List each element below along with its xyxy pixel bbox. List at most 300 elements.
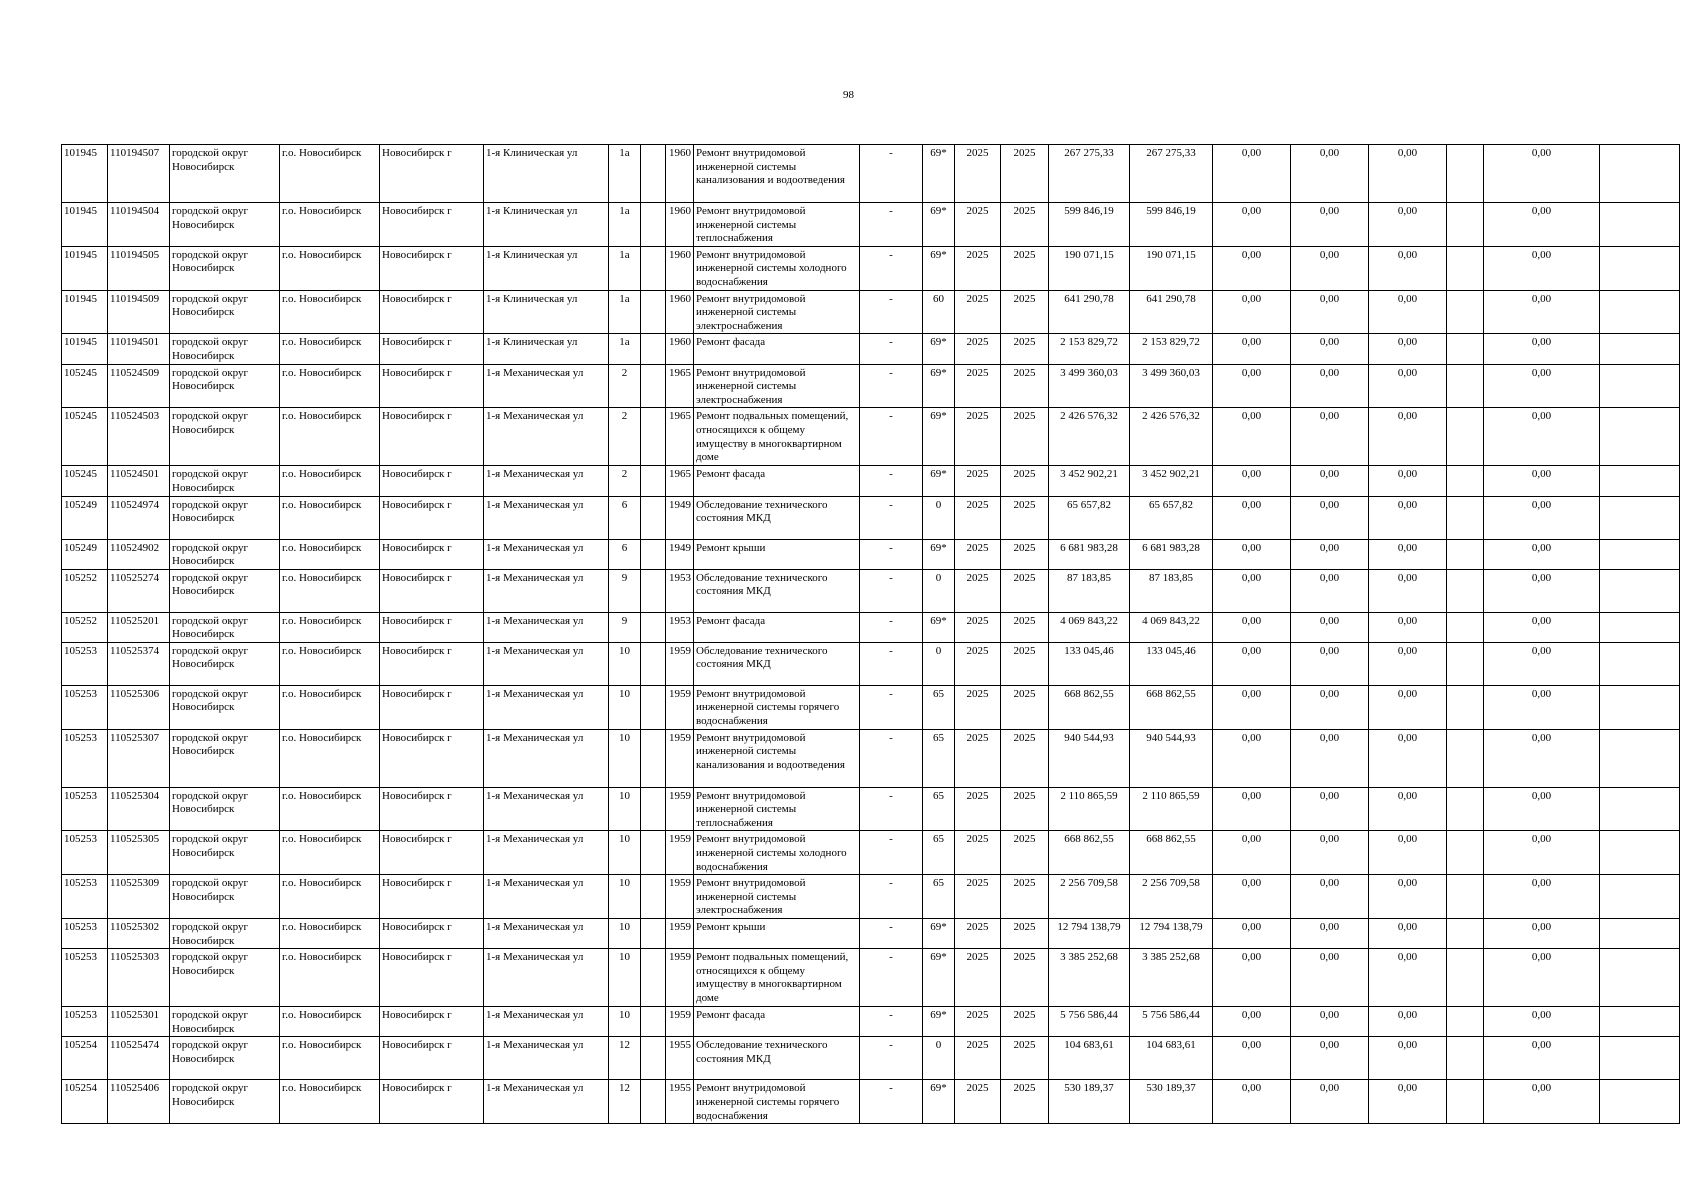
building-cell <box>641 612 666 642</box>
fund-federal-cell: 0,00 <box>1213 569 1291 612</box>
plan-year-start-cell: 2025 <box>955 290 1001 334</box>
plan-year-end-cell: 2025 <box>1001 875 1049 919</box>
cost-owners-cell: 2 110 865,59 <box>1130 787 1213 831</box>
house-id-cell: 101945 <box>62 290 108 334</box>
building-cell <box>641 496 666 539</box>
year-built-cell: 1959 <box>666 831 694 875</box>
work-type-cell: Ремонт внутридомовой инженерной системы холодного водоснабжения <box>694 831 860 875</box>
note-cell <box>1600 642 1680 685</box>
building-cell <box>641 685 666 729</box>
fund-regional-cell: 0,00 <box>1291 831 1369 875</box>
dash-cell: - <box>860 875 923 919</box>
cost-total-cell: 668 862,55 <box>1049 685 1130 729</box>
cost-total-cell: 104 683,61 <box>1049 1037 1130 1080</box>
house-id-cell: 105249 <box>62 496 108 539</box>
wear-percent-cell: 65 <box>923 875 955 919</box>
fund-other-cell: 0,00 <box>1484 612 1600 642</box>
work-id-cell: 110525406 <box>108 1080 170 1124</box>
plan-year-start-cell: 2025 <box>955 1080 1001 1124</box>
note-cell <box>1600 408 1680 466</box>
year-built-cell: 1960 <box>666 145 694 203</box>
work-id-cell: 110525374 <box>108 642 170 685</box>
municipality-cell: городской округ Новосибирск <box>170 787 280 831</box>
cost-owners-cell: 599 846,19 <box>1130 203 1213 247</box>
work-type-cell: Обследование технического состояния МКД <box>694 642 860 685</box>
fund-federal-cell: 0,00 <box>1213 685 1291 729</box>
fund-federal-cell: 0,00 <box>1213 496 1291 539</box>
fund-local-cell: 0,00 <box>1369 642 1447 685</box>
street-cell: 1-я Клиническая ул <box>484 203 609 247</box>
year-built-cell: 1959 <box>666 729 694 787</box>
plan-year-start-cell: 2025 <box>955 334 1001 364</box>
wear-percent-cell: 65 <box>923 685 955 729</box>
building-cell <box>641 787 666 831</box>
fund-federal-cell: 0,00 <box>1213 408 1291 466</box>
plan-year-start-cell: 2025 <box>955 729 1001 787</box>
work-id-cell: 110194505 <box>108 246 170 290</box>
cost-owners-cell: 133 045,46 <box>1130 642 1213 685</box>
dash-cell: - <box>860 334 923 364</box>
work-type-cell: Ремонт фасада <box>694 612 860 642</box>
fund-other-cell: 0,00 <box>1484 466 1600 496</box>
work-type-cell: Ремонт фасада <box>694 334 860 364</box>
dash-cell: - <box>860 290 923 334</box>
plan-year-end-cell: 2025 <box>1001 203 1049 247</box>
street-cell: 1-я Механическая ул <box>484 1037 609 1080</box>
fund-other-cell: 0,00 <box>1484 408 1600 466</box>
locality-cell: Новосибирск г <box>380 145 484 203</box>
table-row <box>62 496 1680 539</box>
cost-total-cell: 5 756 586,44 <box>1049 1007 1130 1037</box>
cost-owners-cell: 267 275,33 <box>1130 145 1213 203</box>
settlement-cell: г.о. Новосибирск <box>280 1037 380 1080</box>
municipality-cell: городской округ Новосибирск <box>170 145 280 203</box>
empty-cell <box>1447 685 1484 729</box>
work-type-cell: Обследование технического состояния МКД <box>694 1037 860 1080</box>
fund-federal-cell: 0,00 <box>1213 1007 1291 1037</box>
house-number-cell: 1а <box>609 290 641 334</box>
cost-total-cell: 2 153 829,72 <box>1049 334 1130 364</box>
empty-cell <box>1447 729 1484 787</box>
locality-cell: Новосибирск г <box>380 539 484 569</box>
empty-cell <box>1447 246 1484 290</box>
plan-year-end-cell: 2025 <box>1001 145 1049 203</box>
work-type-cell: Ремонт фасада <box>694 466 860 496</box>
fund-local-cell: 0,00 <box>1369 334 1447 364</box>
work-id-cell: 110194509 <box>108 290 170 334</box>
dash-cell: - <box>860 1037 923 1080</box>
plan-year-start-cell: 2025 <box>955 1037 1001 1080</box>
work-type-cell: Ремонт внутридомовой инженерной системы канализования и водоотведения <box>694 729 860 787</box>
settlement-cell: г.о. Новосибирск <box>280 539 380 569</box>
plan-year-end-cell: 2025 <box>1001 496 1049 539</box>
year-built-cell: 1960 <box>666 246 694 290</box>
plan-year-start-cell: 2025 <box>955 685 1001 729</box>
work-type-cell: Ремонт крыши <box>694 919 860 949</box>
wear-percent-cell: 69* <box>923 539 955 569</box>
house-number-cell: 2 <box>609 408 641 466</box>
street-cell: 1-я Механическая ул <box>484 466 609 496</box>
cost-total-cell: 4 069 843,22 <box>1049 612 1130 642</box>
wear-percent-cell: 0 <box>923 642 955 685</box>
fund-federal-cell: 0,00 <box>1213 539 1291 569</box>
dash-cell: - <box>860 919 923 949</box>
wear-percent-cell: 69* <box>923 949 955 1007</box>
fund-other-cell: 0,00 <box>1484 496 1600 539</box>
cost-total-cell: 2 256 709,58 <box>1049 875 1130 919</box>
house-number-cell: 6 <box>609 496 641 539</box>
settlement-cell: г.о. Новосибирск <box>280 246 380 290</box>
fund-other-cell: 0,00 <box>1484 831 1600 875</box>
cost-owners-cell: 2 426 576,32 <box>1130 408 1213 466</box>
work-id-cell: 110524974 <box>108 496 170 539</box>
table-row <box>62 949 1680 1007</box>
wear-percent-cell: 69* <box>923 612 955 642</box>
note-cell <box>1600 569 1680 612</box>
municipality-cell: городской округ Новосибирск <box>170 1037 280 1080</box>
building-cell <box>641 466 666 496</box>
house-number-cell: 2 <box>609 466 641 496</box>
plan-year-end-cell: 2025 <box>1001 246 1049 290</box>
dash-cell: - <box>860 145 923 203</box>
year-built-cell: 1955 <box>666 1080 694 1124</box>
note-cell <box>1600 246 1680 290</box>
work-id-cell: 110525302 <box>108 919 170 949</box>
street-cell: 1-я Механическая ул <box>484 919 609 949</box>
fund-federal-cell: 0,00 <box>1213 145 1291 203</box>
settlement-cell: г.о. Новосибирск <box>280 875 380 919</box>
house-number-cell: 2 <box>609 364 641 408</box>
municipality-cell: городской округ Новосибирск <box>170 246 280 290</box>
house-number-cell: 10 <box>609 949 641 1007</box>
fund-federal-cell: 0,00 <box>1213 919 1291 949</box>
settlement-cell: г.о. Новосибирск <box>280 831 380 875</box>
building-cell <box>641 569 666 612</box>
empty-cell <box>1447 569 1484 612</box>
year-built-cell: 1959 <box>666 1007 694 1037</box>
fund-local-cell: 0,00 <box>1369 408 1447 466</box>
work-type-cell: Ремонт крыши <box>694 539 860 569</box>
capital-repair-table <box>61 144 1680 1124</box>
street-cell: 1-я Клиническая ул <box>484 246 609 290</box>
fund-local-cell: 0,00 <box>1369 246 1447 290</box>
note-cell <box>1600 919 1680 949</box>
year-built-cell: 1959 <box>666 875 694 919</box>
street-cell: 1-я Механическая ул <box>484 875 609 919</box>
street-cell: 1-я Механическая ул <box>484 539 609 569</box>
table-row <box>62 685 1680 729</box>
table-row <box>62 145 1680 203</box>
house-number-cell: 9 <box>609 612 641 642</box>
work-id-cell: 110194504 <box>108 203 170 247</box>
work-type-cell: Ремонт внутридомовой инженерной системы горячего водоснабжения <box>694 685 860 729</box>
empty-cell <box>1447 466 1484 496</box>
empty-cell <box>1447 831 1484 875</box>
table-row <box>62 875 1680 919</box>
building-cell <box>641 729 666 787</box>
street-cell: 1-я Механическая ул <box>484 1007 609 1037</box>
wear-percent-cell: 65 <box>923 787 955 831</box>
work-id-cell: 110525306 <box>108 685 170 729</box>
dash-cell: - <box>860 246 923 290</box>
table-row <box>62 466 1680 496</box>
house-id-cell: 101945 <box>62 246 108 290</box>
empty-cell <box>1447 612 1484 642</box>
fund-local-cell: 0,00 <box>1369 290 1447 334</box>
street-cell: 1-я Механическая ул <box>484 642 609 685</box>
plan-year-start-cell: 2025 <box>955 466 1001 496</box>
note-cell <box>1600 539 1680 569</box>
fund-local-cell: 0,00 <box>1369 875 1447 919</box>
cost-owners-cell: 668 862,55 <box>1130 831 1213 875</box>
note-cell <box>1600 203 1680 247</box>
building-cell <box>641 831 666 875</box>
plan-year-end-cell: 2025 <box>1001 569 1049 612</box>
fund-other-cell: 0,00 <box>1484 203 1600 247</box>
wear-percent-cell: 69* <box>923 1007 955 1037</box>
dash-cell: - <box>860 729 923 787</box>
street-cell: 1-я Механическая ул <box>484 949 609 1007</box>
cost-owners-cell: 12 794 138,79 <box>1130 919 1213 949</box>
wear-percent-cell: 69* <box>923 1080 955 1124</box>
fund-local-cell: 0,00 <box>1369 919 1447 949</box>
cost-total-cell: 3 385 252,68 <box>1049 949 1130 1007</box>
cost-owners-cell: 104 683,61 <box>1130 1037 1213 1080</box>
fund-federal-cell: 0,00 <box>1213 787 1291 831</box>
plan-year-end-cell: 2025 <box>1001 290 1049 334</box>
municipality-cell: городской округ Новосибирск <box>170 685 280 729</box>
plan-year-end-cell: 2025 <box>1001 919 1049 949</box>
fund-local-cell: 0,00 <box>1369 496 1447 539</box>
work-type-cell: Обследование технического состояния МКД <box>694 496 860 539</box>
house-id-cell: 105253 <box>62 949 108 1007</box>
house-id-cell: 105253 <box>62 787 108 831</box>
house-number-cell: 9 <box>609 569 641 612</box>
year-built-cell: 1955 <box>666 1037 694 1080</box>
municipality-cell: городской округ Новосибирск <box>170 466 280 496</box>
dash-cell: - <box>860 685 923 729</box>
fund-other-cell: 0,00 <box>1484 364 1600 408</box>
wear-percent-cell: 69* <box>923 919 955 949</box>
work-id-cell: 110194501 <box>108 334 170 364</box>
work-type-cell: Ремонт внутридомовой инженерной системы электроснабжения <box>694 364 860 408</box>
note-cell <box>1600 831 1680 875</box>
plan-year-start-cell: 2025 <box>955 875 1001 919</box>
wear-percent-cell: 69* <box>923 145 955 203</box>
fund-federal-cell: 0,00 <box>1213 466 1291 496</box>
note-cell <box>1600 1007 1680 1037</box>
fund-local-cell: 0,00 <box>1369 569 1447 612</box>
settlement-cell: г.о. Новосибирск <box>280 787 380 831</box>
table-row <box>62 203 1680 247</box>
cost-total-cell: 12 794 138,79 <box>1049 919 1130 949</box>
plan-year-end-cell: 2025 <box>1001 685 1049 729</box>
street-cell: 1-я Механическая ул <box>484 729 609 787</box>
municipality-cell: городской округ Новосибирск <box>170 203 280 247</box>
fund-federal-cell: 0,00 <box>1213 364 1291 408</box>
fund-regional-cell: 0,00 <box>1291 539 1369 569</box>
empty-cell <box>1447 1007 1484 1037</box>
cost-total-cell: 940 544,93 <box>1049 729 1130 787</box>
cost-owners-cell: 2 256 709,58 <box>1130 875 1213 919</box>
locality-cell: Новосибирск г <box>380 1007 484 1037</box>
wear-percent-cell: 60 <box>923 290 955 334</box>
building-cell <box>641 642 666 685</box>
fund-other-cell: 0,00 <box>1484 569 1600 612</box>
cost-total-cell: 267 275,33 <box>1049 145 1130 203</box>
building-cell <box>641 539 666 569</box>
house-number-cell: 10 <box>609 1007 641 1037</box>
street-cell: 1-я Механическая ул <box>484 612 609 642</box>
table-row <box>62 612 1680 642</box>
table-row <box>62 1007 1680 1037</box>
empty-cell <box>1447 1080 1484 1124</box>
house-id-cell: 101945 <box>62 145 108 203</box>
plan-year-end-cell: 2025 <box>1001 466 1049 496</box>
settlement-cell: г.о. Новосибирск <box>280 466 380 496</box>
plan-year-start-cell: 2025 <box>955 787 1001 831</box>
year-built-cell: 1959 <box>666 949 694 1007</box>
fund-local-cell: 0,00 <box>1369 1007 1447 1037</box>
work-id-cell: 110194507 <box>108 145 170 203</box>
plan-year-start-cell: 2025 <box>955 203 1001 247</box>
municipality-cell: городской округ Новосибирск <box>170 831 280 875</box>
municipality-cell: городской округ Новосибирск <box>170 1007 280 1037</box>
street-cell: 1-я Клиническая ул <box>484 290 609 334</box>
cost-total-cell: 599 846,19 <box>1049 203 1130 247</box>
work-id-cell: 110524503 <box>108 408 170 466</box>
street-cell: 1-я Клиническая ул <box>484 334 609 364</box>
locality-cell: Новосибирск г <box>380 949 484 1007</box>
municipality-cell: городской округ Новосибирск <box>170 949 280 1007</box>
note-cell <box>1600 729 1680 787</box>
year-built-cell: 1960 <box>666 203 694 247</box>
table-row <box>62 290 1680 334</box>
dash-cell: - <box>860 612 923 642</box>
house-id-cell: 105245 <box>62 364 108 408</box>
note-cell <box>1600 334 1680 364</box>
note-cell <box>1600 685 1680 729</box>
fund-regional-cell: 0,00 <box>1291 408 1369 466</box>
locality-cell: Новосибирск г <box>380 334 484 364</box>
fund-local-cell: 0,00 <box>1369 949 1447 1007</box>
plan-year-end-cell: 2025 <box>1001 364 1049 408</box>
settlement-cell: г.о. Новосибирск <box>280 145 380 203</box>
fund-regional-cell: 0,00 <box>1291 949 1369 1007</box>
fund-regional-cell: 0,00 <box>1291 569 1369 612</box>
fund-regional-cell: 0,00 <box>1291 466 1369 496</box>
settlement-cell: г.о. Новосибирск <box>280 1080 380 1124</box>
dash-cell: - <box>860 1007 923 1037</box>
house-number-cell: 12 <box>609 1037 641 1080</box>
municipality-cell: городской округ Новосибирск <box>170 919 280 949</box>
fund-federal-cell: 0,00 <box>1213 203 1291 247</box>
plan-year-start-cell: 2025 <box>955 831 1001 875</box>
cost-total-cell: 3 452 902,21 <box>1049 466 1130 496</box>
fund-federal-cell: 0,00 <box>1213 875 1291 919</box>
cost-owners-cell: 190 071,15 <box>1130 246 1213 290</box>
empty-cell <box>1447 408 1484 466</box>
plan-year-end-cell: 2025 <box>1001 642 1049 685</box>
table-body <box>62 145 1680 1124</box>
fund-regional-cell: 0,00 <box>1291 203 1369 247</box>
empty-cell <box>1447 334 1484 364</box>
cost-owners-cell: 668 862,55 <box>1130 685 1213 729</box>
fund-local-cell: 0,00 <box>1369 729 1447 787</box>
municipality-cell: городской округ Новосибирск <box>170 642 280 685</box>
empty-cell <box>1447 290 1484 334</box>
work-type-cell: Обследование технического состояния МКД <box>694 569 860 612</box>
work-id-cell: 110525301 <box>108 1007 170 1037</box>
plan-year-end-cell: 2025 <box>1001 539 1049 569</box>
fund-regional-cell: 0,00 <box>1291 729 1369 787</box>
fund-other-cell: 0,00 <box>1484 1007 1600 1037</box>
year-built-cell: 1959 <box>666 685 694 729</box>
fund-regional-cell: 0,00 <box>1291 145 1369 203</box>
street-cell: 1-я Механическая ул <box>484 408 609 466</box>
table-row <box>62 408 1680 466</box>
work-type-cell: Ремонт подвальных помещений, относящихся к общему имуществу в многоквартирном доме <box>694 949 860 1007</box>
work-id-cell: 110525201 <box>108 612 170 642</box>
cost-owners-cell: 5 756 586,44 <box>1130 1007 1213 1037</box>
empty-cell <box>1447 1037 1484 1080</box>
cost-owners-cell: 3 499 360,03 <box>1130 364 1213 408</box>
house-id-cell: 101945 <box>62 203 108 247</box>
cost-total-cell: 65 657,82 <box>1049 496 1130 539</box>
fund-local-cell: 0,00 <box>1369 1037 1447 1080</box>
empty-cell <box>1447 364 1484 408</box>
note-cell <box>1600 364 1680 408</box>
note-cell <box>1600 496 1680 539</box>
fund-local-cell: 0,00 <box>1369 685 1447 729</box>
house-number-cell: 10 <box>609 685 641 729</box>
work-id-cell: 110524509 <box>108 364 170 408</box>
work-id-cell: 110525474 <box>108 1037 170 1080</box>
cost-total-cell: 133 045,46 <box>1049 642 1130 685</box>
dash-cell: - <box>860 787 923 831</box>
house-number-cell: 10 <box>609 831 641 875</box>
cost-owners-cell: 940 544,93 <box>1130 729 1213 787</box>
settlement-cell: г.о. Новосибирск <box>280 612 380 642</box>
table-row <box>62 642 1680 685</box>
wear-percent-cell: 69* <box>923 408 955 466</box>
street-cell: 1-я Механическая ул <box>484 685 609 729</box>
work-type-cell: Ремонт подвальных помещений, относящихся к общему имуществу в многоквартирном доме <box>694 408 860 466</box>
municipality-cell: городской округ Новосибирск <box>170 875 280 919</box>
table-row <box>62 539 1680 569</box>
fund-federal-cell: 0,00 <box>1213 246 1291 290</box>
fund-federal-cell: 0,00 <box>1213 642 1291 685</box>
locality-cell: Новосибирск г <box>380 408 484 466</box>
wear-percent-cell: 69* <box>923 246 955 290</box>
fund-regional-cell: 0,00 <box>1291 612 1369 642</box>
settlement-cell: г.о. Новосибирск <box>280 569 380 612</box>
empty-cell <box>1447 875 1484 919</box>
building-cell <box>641 145 666 203</box>
wear-percent-cell: 0 <box>923 1037 955 1080</box>
table-row <box>62 364 1680 408</box>
fund-regional-cell: 0,00 <box>1291 685 1369 729</box>
note-cell <box>1600 949 1680 1007</box>
building-cell <box>641 1037 666 1080</box>
wear-percent-cell: 69* <box>923 203 955 247</box>
cost-owners-cell: 2 153 829,72 <box>1130 334 1213 364</box>
plan-year-start-cell: 2025 <box>955 408 1001 466</box>
fund-other-cell: 0,00 <box>1484 642 1600 685</box>
dash-cell: - <box>860 466 923 496</box>
house-id-cell: 105252 <box>62 569 108 612</box>
locality-cell: Новосибирск г <box>380 246 484 290</box>
